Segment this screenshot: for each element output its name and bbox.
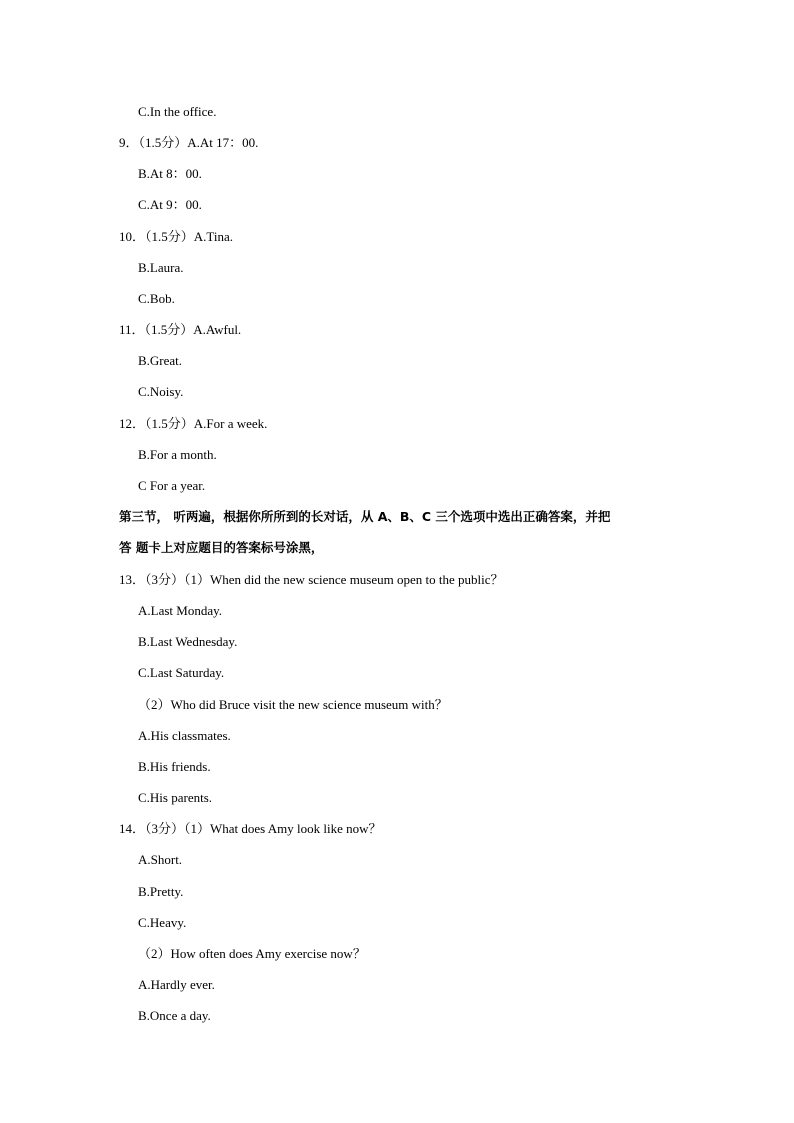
section-3-instruction-cont: 答 题卡上对应题目的答案标号涂黑， (119, 540, 324, 555)
option-b-q14-1: B.Pretty. (138, 884, 184, 899)
option-a-q13-2: A.His classmates. (138, 728, 231, 743)
option-c-q13-1: C.Last Saturday. (138, 665, 225, 680)
question-14-part-2: （2）How often does Amy exercise now？ (138, 946, 366, 961)
question-10: 10．（1.5分）A.Tina. (119, 229, 234, 244)
option-c-q14-1: C.Heavy. (138, 915, 187, 930)
option-c-q11: C.Noisy. (138, 384, 184, 399)
option-c-q8: C.In the office. (138, 104, 217, 119)
option-c-q13-2: C.His parents. (138, 790, 213, 805)
question-13-part-2: （2）Who did Bruce visit the new science museum with？ (138, 697, 448, 712)
option-b-q10: B.Laura. (138, 260, 184, 275)
option-a-q13-1: A.Last Monday. (138, 603, 223, 618)
option-b-q13-2: B.His friends. (138, 759, 211, 774)
option-a-q14-2: A.Hardly ever. (138, 977, 215, 992)
section-3-instruction: 第三节， 听两遍，根据你所所到的长对话，从 A、B、C 三个选项中选出正确答案，并把 (119, 509, 611, 524)
question-9: 9．（1.5分）A.At 17：00. (119, 135, 259, 150)
question-12: 12．（1.5分）A.For a week. (119, 416, 268, 431)
option-a-q14-1: A.Short. (138, 852, 183, 867)
question-11: 11．（1.5分）A.Awful. (119, 322, 242, 337)
option-b-q14-2: B.Once a day. (138, 1008, 211, 1023)
question-14: 14．（3分）（1）What does Amy look like now？ (119, 821, 382, 836)
option-c-q12: C For a year. (138, 478, 206, 493)
option-c-q10: C.Bob. (138, 291, 175, 306)
option-c-q9: C.At 9：00. (138, 197, 202, 212)
option-b-q13-1: B.Last Wednesday. (138, 634, 238, 649)
question-13: 13．（3分）（1）When did the new science museum open to the public？ (119, 572, 504, 587)
option-b-q9: B.At 8：00. (138, 166, 202, 181)
option-b-q12: B.For a month. (138, 447, 217, 462)
option-b-q11: B.Great. (138, 353, 183, 368)
